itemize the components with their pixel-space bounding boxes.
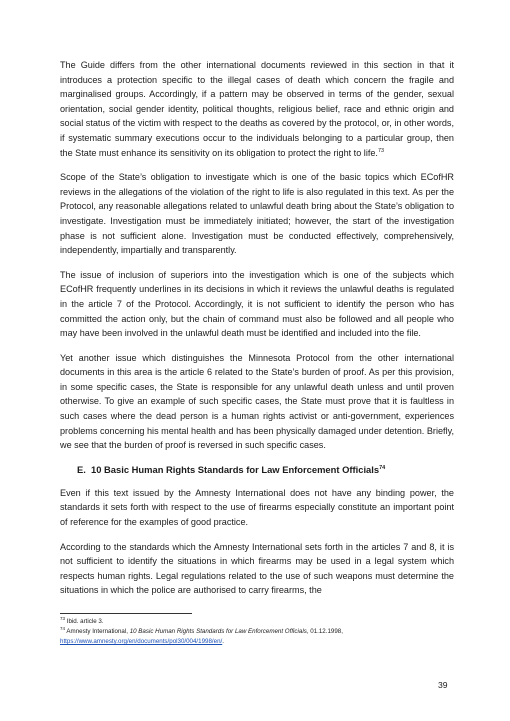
footnote-link[interactable]: https://www.amnesty.org/en/documents/pol30/004/1998/en/ [60, 638, 223, 645]
footnote-text: Amnesty International, [66, 628, 130, 635]
paragraph-obligation-to-investigate [60, 170, 454, 258]
paragraph-text: The Guide differs from the other international documents reviewed in this section in that it introduces a protection specific to the illegal cases of death which concern the fragile and marginalised groups. Accordingly, if a pattern may be observed in terms of the gender, sexual orientation, social gender identity, political thoughts, religious belief, race and ethnic origin and social status of the victim with respect to the deaths as covered by the protocol, or, in other words, if systematic summary executions occur to the individuals belonging to a particular group, then the State must enhance its sensitivity on its obligation to protect the right to life. [60, 60, 454, 158]
footnote-number: 74 [60, 625, 66, 631]
paragraph-guide-protection [60, 58, 454, 160]
footnote-ref-73[interactable]: 73 [377, 147, 385, 154]
footnote-74-link-line [60, 637, 454, 647]
paragraph-text: Even if this text issued by the Amnesty International does not have any binding power, the standards it sets forth with respect to the use of firearms especially constitute an important point of reference for the examples of good practice. [60, 487, 454, 528]
page-number: 39 [438, 680, 448, 690]
paragraph-text: Yet another issue which distinguishes the Minnesota Protocol from the other international documents in this area is the article 6 related to the State’s burden of proof. As per this provision, in some specific cases, the State is responsible for any unlawful death unless and until proven otherwise. To give an example of such specific cases, the State must prove that it is faultless in such cases where the dead person is a human rights activist or anti-government, experiences problems concerning his mental health and has been physically damaged under detention. Briefly, we see that the burden of proof is reversed in such specific cases. [60, 352, 454, 451]
footnote-title: 10 Basic Human Rights Standards for Law Enforcement Officials [129, 628, 307, 635]
body-text [60, 58, 454, 608]
footnote-number: 73 [60, 615, 66, 621]
footnote-74 [60, 627, 454, 637]
section-title: 10 Basic Human Rights Standards for Law Enforcement Officials [91, 463, 380, 475]
paragraph-text: According to the standards which the Amnesty International sets forth in the articles 7 and 8, it is not sufficient to identify the situations in which firearms may be used in a legal system which respects human rights. Legal regulations related to the use of such weapons must determine the situations in which the police are authorised to carry firearms, the [60, 541, 454, 596]
paragraph-amnesty-articles [60, 540, 454, 598]
footnote-divider [60, 613, 192, 614]
footnote-link-suffix: . [222, 638, 224, 645]
footnotes-section [60, 613, 454, 647]
paragraph-burden-of-proof [60, 351, 454, 453]
footnote-text: Ibid. article 3. [66, 618, 104, 625]
footnote-ref-74[interactable]: 74 [379, 464, 386, 471]
paragraph-inclusion-of-superiors [60, 268, 454, 341]
section-letter: E. [77, 463, 86, 475]
paragraph-text: The issue of inclusion of superiors into the investigation which is one of the subjects which ECofHR frequently underlines in its decisions in which it reviews the unlawful deaths is regulated in the article 7 of the Protocol. Accordingly, it is not sufficient to identify the person who has committed the action only, but the chain of command must also be followed and all people who may have been involved in the unlawful death must be identified and included into the file. [60, 269, 454, 339]
footnote-date: , 01.12.1998, [306, 628, 343, 635]
footnote-73 [60, 617, 454, 627]
section-heading-e [77, 463, 454, 477]
paragraph-text: Scope of the State’s obligation to investigate which is one of the basic topics which ECofHR reviews in the allegations of the violation of the right to life is also regulated in this text. As per the Protocol, any reasonable allegations related to unlawful death bring about the State’s obligation to investigate. Investigation must be immediately initiated; however, the start of the investigation phase is not sufficient alone. Investigation must be conducted effectively, comprehensively, independently, impartially and transparently. [60, 172, 454, 256]
paragraph-amnesty-binding-power [60, 486, 454, 530]
